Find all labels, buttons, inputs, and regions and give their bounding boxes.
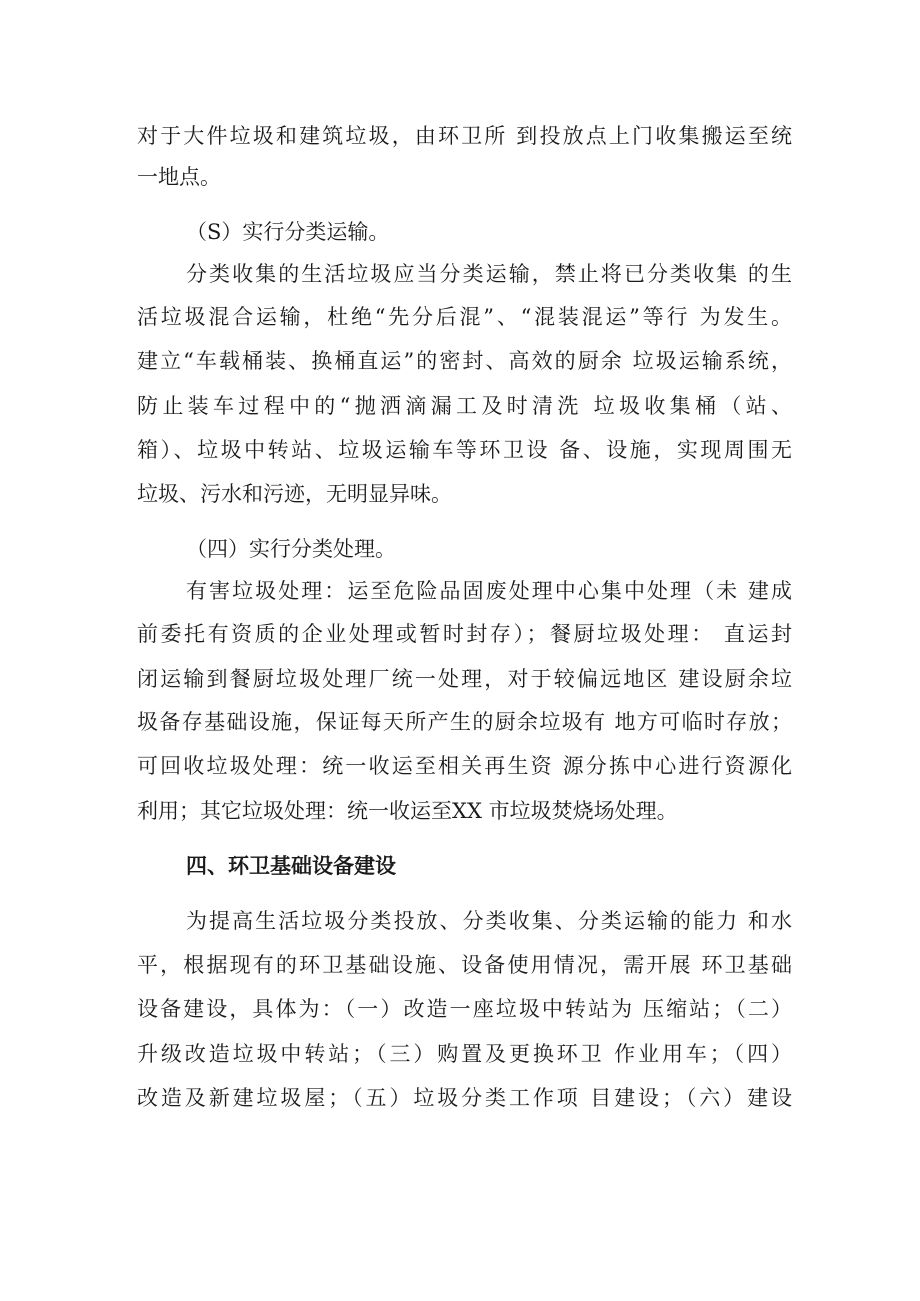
text-line: 闭运输到餐厨垃圾处理厂统一处理，对于较偏远地区 建设厨余垃	[137, 667, 792, 691]
text-line: 建立“车载桶装、换桶直运”的密封、高效的厨余 垃圾运输系统，	[137, 349, 792, 373]
text-line: 防止装车过程中的“抛洒滴漏工及时清洗 垃圾收集桶（站、	[137, 394, 792, 418]
text-line: 活垃圾混合运输，杜绝“先分后混”、“混装混运”等行 为发生。	[137, 305, 792, 329]
text-line: 利用；其它垃圾处理：统一收运至XX 市垃圾焚烧场处理。	[137, 799, 678, 823]
text-line: 升级改造垃圾中转站；（三）购置及更换环卫 作业用车；（四）	[137, 1042, 792, 1066]
text-line: 改造及新建垃圾屋；（五）垃圾分类工作项 目建设；（六）建设	[137, 1086, 792, 1110]
text-line: 可回收垃圾处理：统一收运至相关再生资 源分拣中心进行资源化	[137, 754, 792, 778]
text-line: 设备建设，具体为：（一）改造一座垃圾中转站为 压缩站；（二）	[137, 997, 792, 1021]
text-line: 箱）、垃圾中转站、垃圾运输车等环卫设 备、设施，实现周围无	[137, 438, 792, 462]
text-line: 分类收集的生活垃圾应当分类运输，禁止将已分类收集 的生	[186, 262, 792, 286]
text-line: 对于大件垃圾和建筑垃圾，由环卫所 到投放点上门收集搬运至统	[137, 124, 792, 148]
text-line: 一地点。	[137, 165, 221, 189]
text-line: 垃圾、污水和污迹，无明显异味。	[137, 482, 452, 506]
text-line: （四）实行分类处理。	[186, 537, 396, 561]
text-line: 前委托有资质的企业处理或暂时封存）；餐厨垃圾处理： 直运封	[137, 622, 792, 646]
text-line: 平，根据现有的环卫基础设施、设备使用情况，需开展 环卫基础	[137, 953, 792, 977]
text-line: 为提高生活垃圾分类投放、分类收集、分类运输的能力 和水	[186, 909, 792, 933]
text-line: （S）实行分类运输。	[186, 220, 390, 244]
text-line: 有害垃圾处理：运至危险品固废处理中心集中处理（未 建成	[186, 579, 792, 603]
section-heading: 四、环卫基础设备建设	[186, 853, 396, 878]
text-line: 圾备存基础设施，保证每天所产生的厨余垃圾有 地方可临时存放；	[137, 710, 792, 734]
